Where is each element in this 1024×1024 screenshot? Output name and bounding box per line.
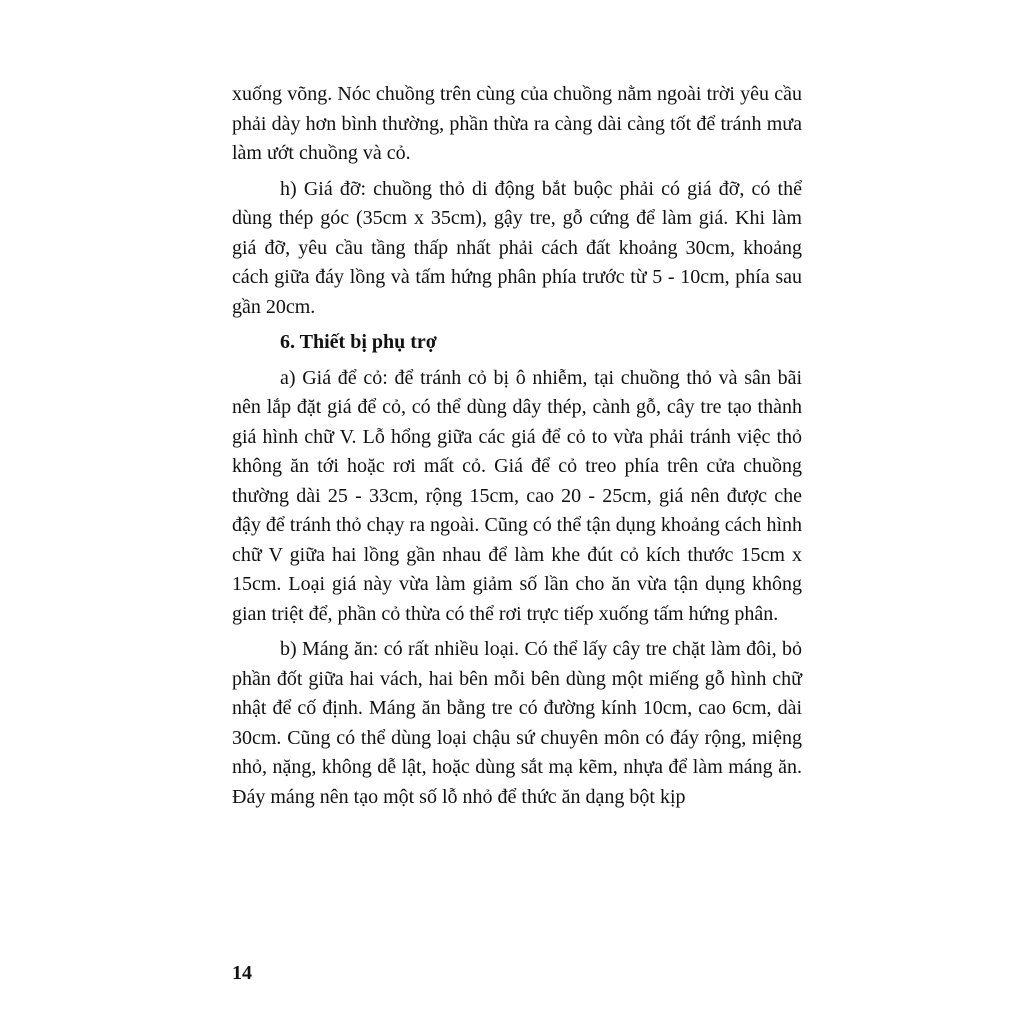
page-number: 14 xyxy=(232,962,252,984)
section-heading: 6. Thiết bị phụ trợ xyxy=(280,331,437,353)
paragraph-grass-rack: a) Giá để cỏ: để tránh cỏ bị ô nhiễm, tại chuồng thỏ và sân bãi nên lắp đặt giá để cỏ, có thể dùng dây thép, cành gỗ, cây tre tạo thành giá hình chữ V. Lỗ hổng giữa các giá để cỏ to vừa phải tránh việc thỏ không ăn tới hoặc rơi mất cỏ. Giá để cỏ treo phía trên cửa chuồng thường dài 25 - 33cm, rộng 15cm, cao 20 - 25cm, giá nên được che đậy để tránh thỏ chạy ra ngoài. Cũng có thể tận dụng khoảng cách hình chữ V giữa hai lồng gần nhau để làm khe đút cỏ kích thước 15cm x 15cm. Loại giá này vừa làm giảm số lần cho ăn vừa tận dụng không gian triệt để, phần cỏ thừa có thể rơi trực tiếp xuống tấm hứng phân. xyxy=(232,366,802,625)
paragraph-feeding-trough: b) Máng ăn: có rất nhiều loại. Có thể lấy cây tre chặt làm đôi, bỏ phần đốt giữa hai vách, hai bên mỗi bên dùng một miếng gỗ hình chữ nhật để cố định. Máng ăn bằng tre có đường kính 10cm, cao 6cm, dài 30cm. Cũng có thể dùng loại chậu sứ chuyên môn có đáy rộng, miệng nhỏ, nặng, không dễ lật, hoặc dùng sắt mạ kẽm, nhựa để làm máng ăn. Đáy máng nên tạo một số lỗ nhỏ để thức ăn dạng bột kịp xyxy=(232,638,802,808)
paragraph-roof: xuống võng. Nóc chuồng trên cùng của chuồng nằm ngoài trời yêu cầu phải dày hơn bình thường, phần thừa ra càng dài càng tốt để tránh mưa làm ướt chuồng và cỏ. xyxy=(232,83,802,164)
page-body xyxy=(232,80,802,812)
paragraph-stand: h) Giá đỡ: chuồng thỏ di động bắt buộc phải có giá đỡ, có thể dùng thép góc (35cm x 35cm), gậy tre, gỗ cứng để làm giá. Khi làm giá đỡ, yêu cầu tầng thấp nhất phải cách đất khoảng 30cm, khoảng cách giữa đáy lồng và tấm hứng phân phía trước từ 5 - 10cm, phía sau gần 20cm. xyxy=(232,177,802,318)
